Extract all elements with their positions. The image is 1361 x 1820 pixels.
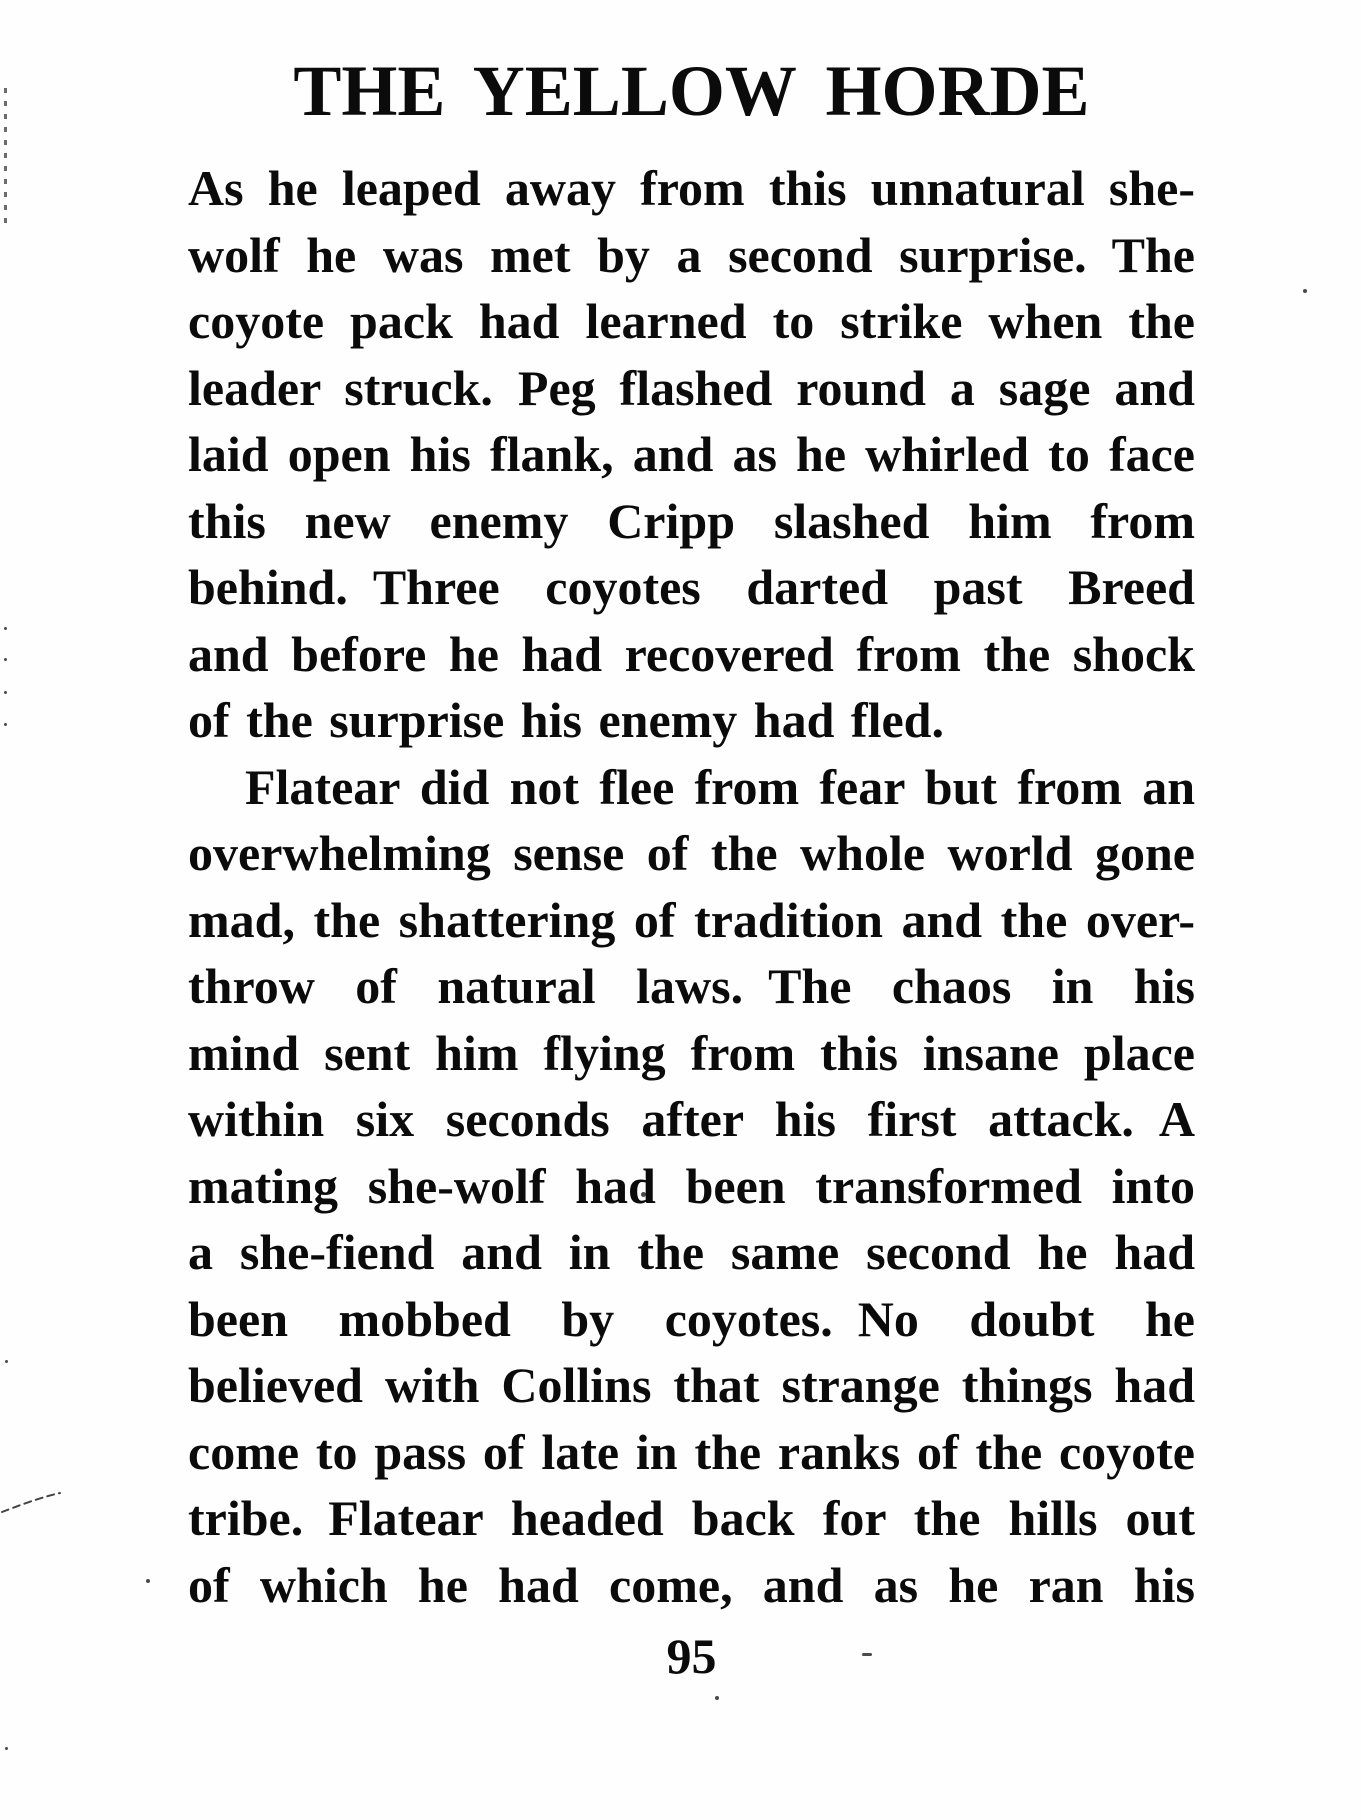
text-line: mad, the shattering of tradition and the over- xyxy=(188,891,1195,948)
text-line: wolf he was met by a second surprise. The xyxy=(188,226,1195,283)
scan-speck xyxy=(1303,289,1307,293)
text-line: come to pass of late in the ranks of the coyote xyxy=(188,1423,1195,1480)
text-line: been mobbed by coyotes. No doubt he xyxy=(188,1290,1195,1347)
scan-speck xyxy=(5,1360,8,1363)
text-line: and before he had recovered from the shock xyxy=(188,625,1195,682)
scan-speck xyxy=(4,691,7,694)
text-line: overwhelming sense of the whole world gone xyxy=(188,825,1195,881)
text-line: As he leaped away from this unnatural she- xyxy=(188,160,1195,216)
text-line: believed with Collins that strange things had xyxy=(188,1357,1195,1413)
text-line: throw of natural laws. The chaos in his xyxy=(188,958,1195,1014)
scan-speck xyxy=(4,658,7,661)
scan-speck xyxy=(146,1579,150,1583)
text-line: a she-fiend and in the same second he had xyxy=(188,1224,1195,1280)
page-number: 95 xyxy=(666,1628,717,1684)
text-line: laid open his flank, and as he whirled to face xyxy=(188,426,1195,482)
text-line: within six seconds after his first attack. A xyxy=(188,1091,1195,1147)
scan-artifact-dashed-line xyxy=(4,88,7,228)
body-text xyxy=(188,155,1195,1618)
text-line: of which he had come, and as he ran his xyxy=(188,1556,1195,1613)
text-line: tribe. Flatear headed back for the hills out xyxy=(188,1490,1195,1546)
text-line: coyote pack had learned to strike when the xyxy=(188,293,1195,349)
text-line: this new enemy Cripp slashed him from xyxy=(188,492,1195,549)
text-line: mating she-wolf had been transformed into xyxy=(188,1157,1195,1214)
text-line: leader struck. Peg flashed round a sage and xyxy=(188,359,1195,416)
scan-speck xyxy=(4,723,7,726)
text-line: mind sent him flying from this insane place xyxy=(188,1024,1195,1081)
text-line: Flatear did not flee from fear but from an xyxy=(245,758,1195,815)
scan-speck xyxy=(715,1696,719,1700)
text-line: of the surprise his enemy had fled. xyxy=(188,692,944,748)
scan-speck xyxy=(4,627,7,630)
scan-speck xyxy=(5,1747,8,1750)
scan-artifact-pencil-curve xyxy=(0,1480,70,1520)
text-line: behind. Three coyotes darted past Breed xyxy=(188,559,1195,615)
page-title: THE YELLOW HORDE xyxy=(293,51,1090,131)
